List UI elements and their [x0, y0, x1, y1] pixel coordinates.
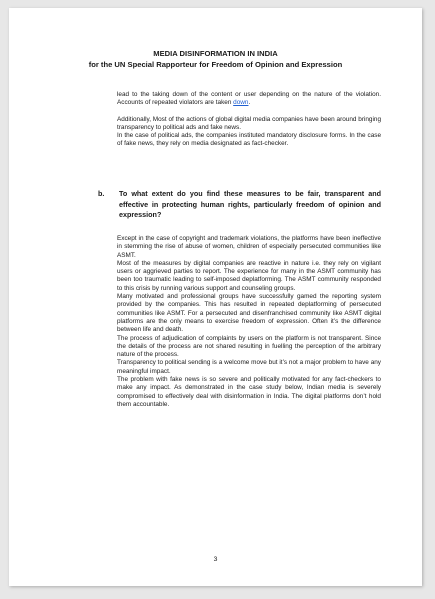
- answer-paragraph: Transparency to political sending is a welcome move but it’s not a major problem to have any meaningful impact.: [117, 359, 381, 375]
- answer-section: [117, 235, 381, 409]
- answer-paragraph: The process of adjudication of complaints by users on the platform is not transparent. Since the details of the process are not shared resulting in fuelling the perception of the arbitrary nature of the process.: [117, 334, 381, 359]
- document-page: [9, 8, 422, 586]
- paragraph-violations: [117, 91, 381, 108]
- answer-paragraph: The problem with fake news is so severe and politically motivated for any fact-checkers to make any impact. As demonstrated in the case study below, Indian media is severely compromised to effectively deal with disinformation in India. The digital platforms don’t hold them accountable.: [117, 376, 381, 408]
- answer-paragraph: Except in the case of copyright and trademark violations, the platforms have been ineffective in stemming the rise of abuse of women, children of especially persecuted communities like ASMT.: [117, 235, 381, 259]
- question-label: b.: [98, 189, 105, 198]
- paragraph-political-ads: In the case of political ads, the companies instituted mandatory disclosure forms. In the case of fake news, they rely on media designated as fact-checker.: [117, 132, 381, 148]
- page-number: 3: [213, 556, 218, 563]
- question-text: To what extent do you find these measures to be fair, transparent and effective in protecting human rights, particularly freedom of opinion and expression?: [119, 189, 381, 219]
- answer-paragraph: Many motivated and professional groups have successfully gamed the reporting system provided by the companies. This has resulted in repeated deplatforming of persecuted communities like ASMT. For a persecuted and disenfranchised community like ASMT digital platforms are the only means to exercise freedom of expression. Often it’s the difference between life and death.: [117, 293, 381, 334]
- answer-paragraph: Most of the measures by digital companies are reactive in nature i.e. they rely on vigilant users or aggrieved parties to report. The experience for many in the ASMT community has been too traumatic leading to self-imposed deplatforming. The ASMT community responded to this crisis by running various support and counseling groups.: [117, 259, 381, 292]
- paragraph-additionally: Additionally, Most of the actions of global digital media companies have been around bringing transparency to political ads and fake news.: [117, 115, 381, 131]
- top-section: [117, 91, 381, 149]
- paragraph-violations-text: lead to the taking down of the content or user depending on the nature of the violation. Accounts of repeated violators are taken: [117, 91, 381, 107]
- paragraph-violations-end: .: [248, 99, 251, 107]
- document-header: [9, 48, 422, 70]
- document-title: MEDIA DISINFORMATION IN INDIA: [153, 49, 278, 58]
- down-link[interactable]: down: [233, 99, 249, 107]
- document-subtitle: for the UN Special Rapporteur for Freedom of Opinion and Expression: [88, 60, 343, 69]
